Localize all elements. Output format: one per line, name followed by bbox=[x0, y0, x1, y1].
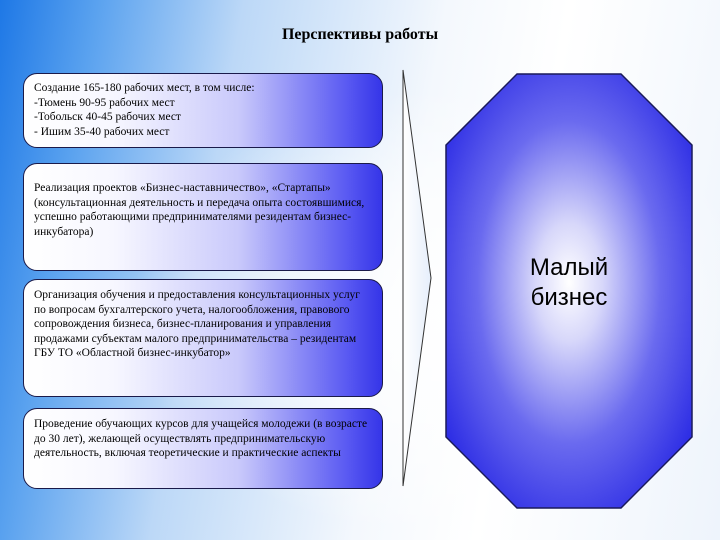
chevron-arrow-icon bbox=[395, 68, 440, 488]
perspective-box-youth-courses: Проведение обучающих курсов для учащейся молодежи (в возрасте до 30 лет), желающей осуществлять предпринимательскую деятельность, включая теоретические и практические аспекты bbox=[23, 408, 383, 489]
perspective-box-jobs: Создание 165-180 рабочих мест, в том числе: -Тюмень 90-95 рабочих мест -Тобольск 40-45 рабочих мест - Ишим 35-40 рабочих мест bbox=[23, 73, 383, 148]
page-title: Перспективы работы bbox=[281, 26, 439, 43]
perspective-box-training-consulting: Организация обучения и предоставления консультационных услуг по вопросам бухгалтерского учета, налогообложения, правового сопровождения бизнеса, бизнес-планирования и управления продажами субъектам малого предпринимательства – резидентам ГБУ ТО «Областной бизнес-инкубатор» bbox=[23, 279, 383, 397]
small-business-octagon bbox=[445, 73, 693, 509]
octagon-label: Малый бизнес bbox=[529, 254, 609, 311]
perspective-box-mentoring: Реализация проектов «Бизнес-наставничество», «Стартапы» (консультационная деятельность и передача опыта состоявшимися, успешно работающими предпринимателями резидентам бизнес-инкубатора) bbox=[23, 163, 383, 271]
